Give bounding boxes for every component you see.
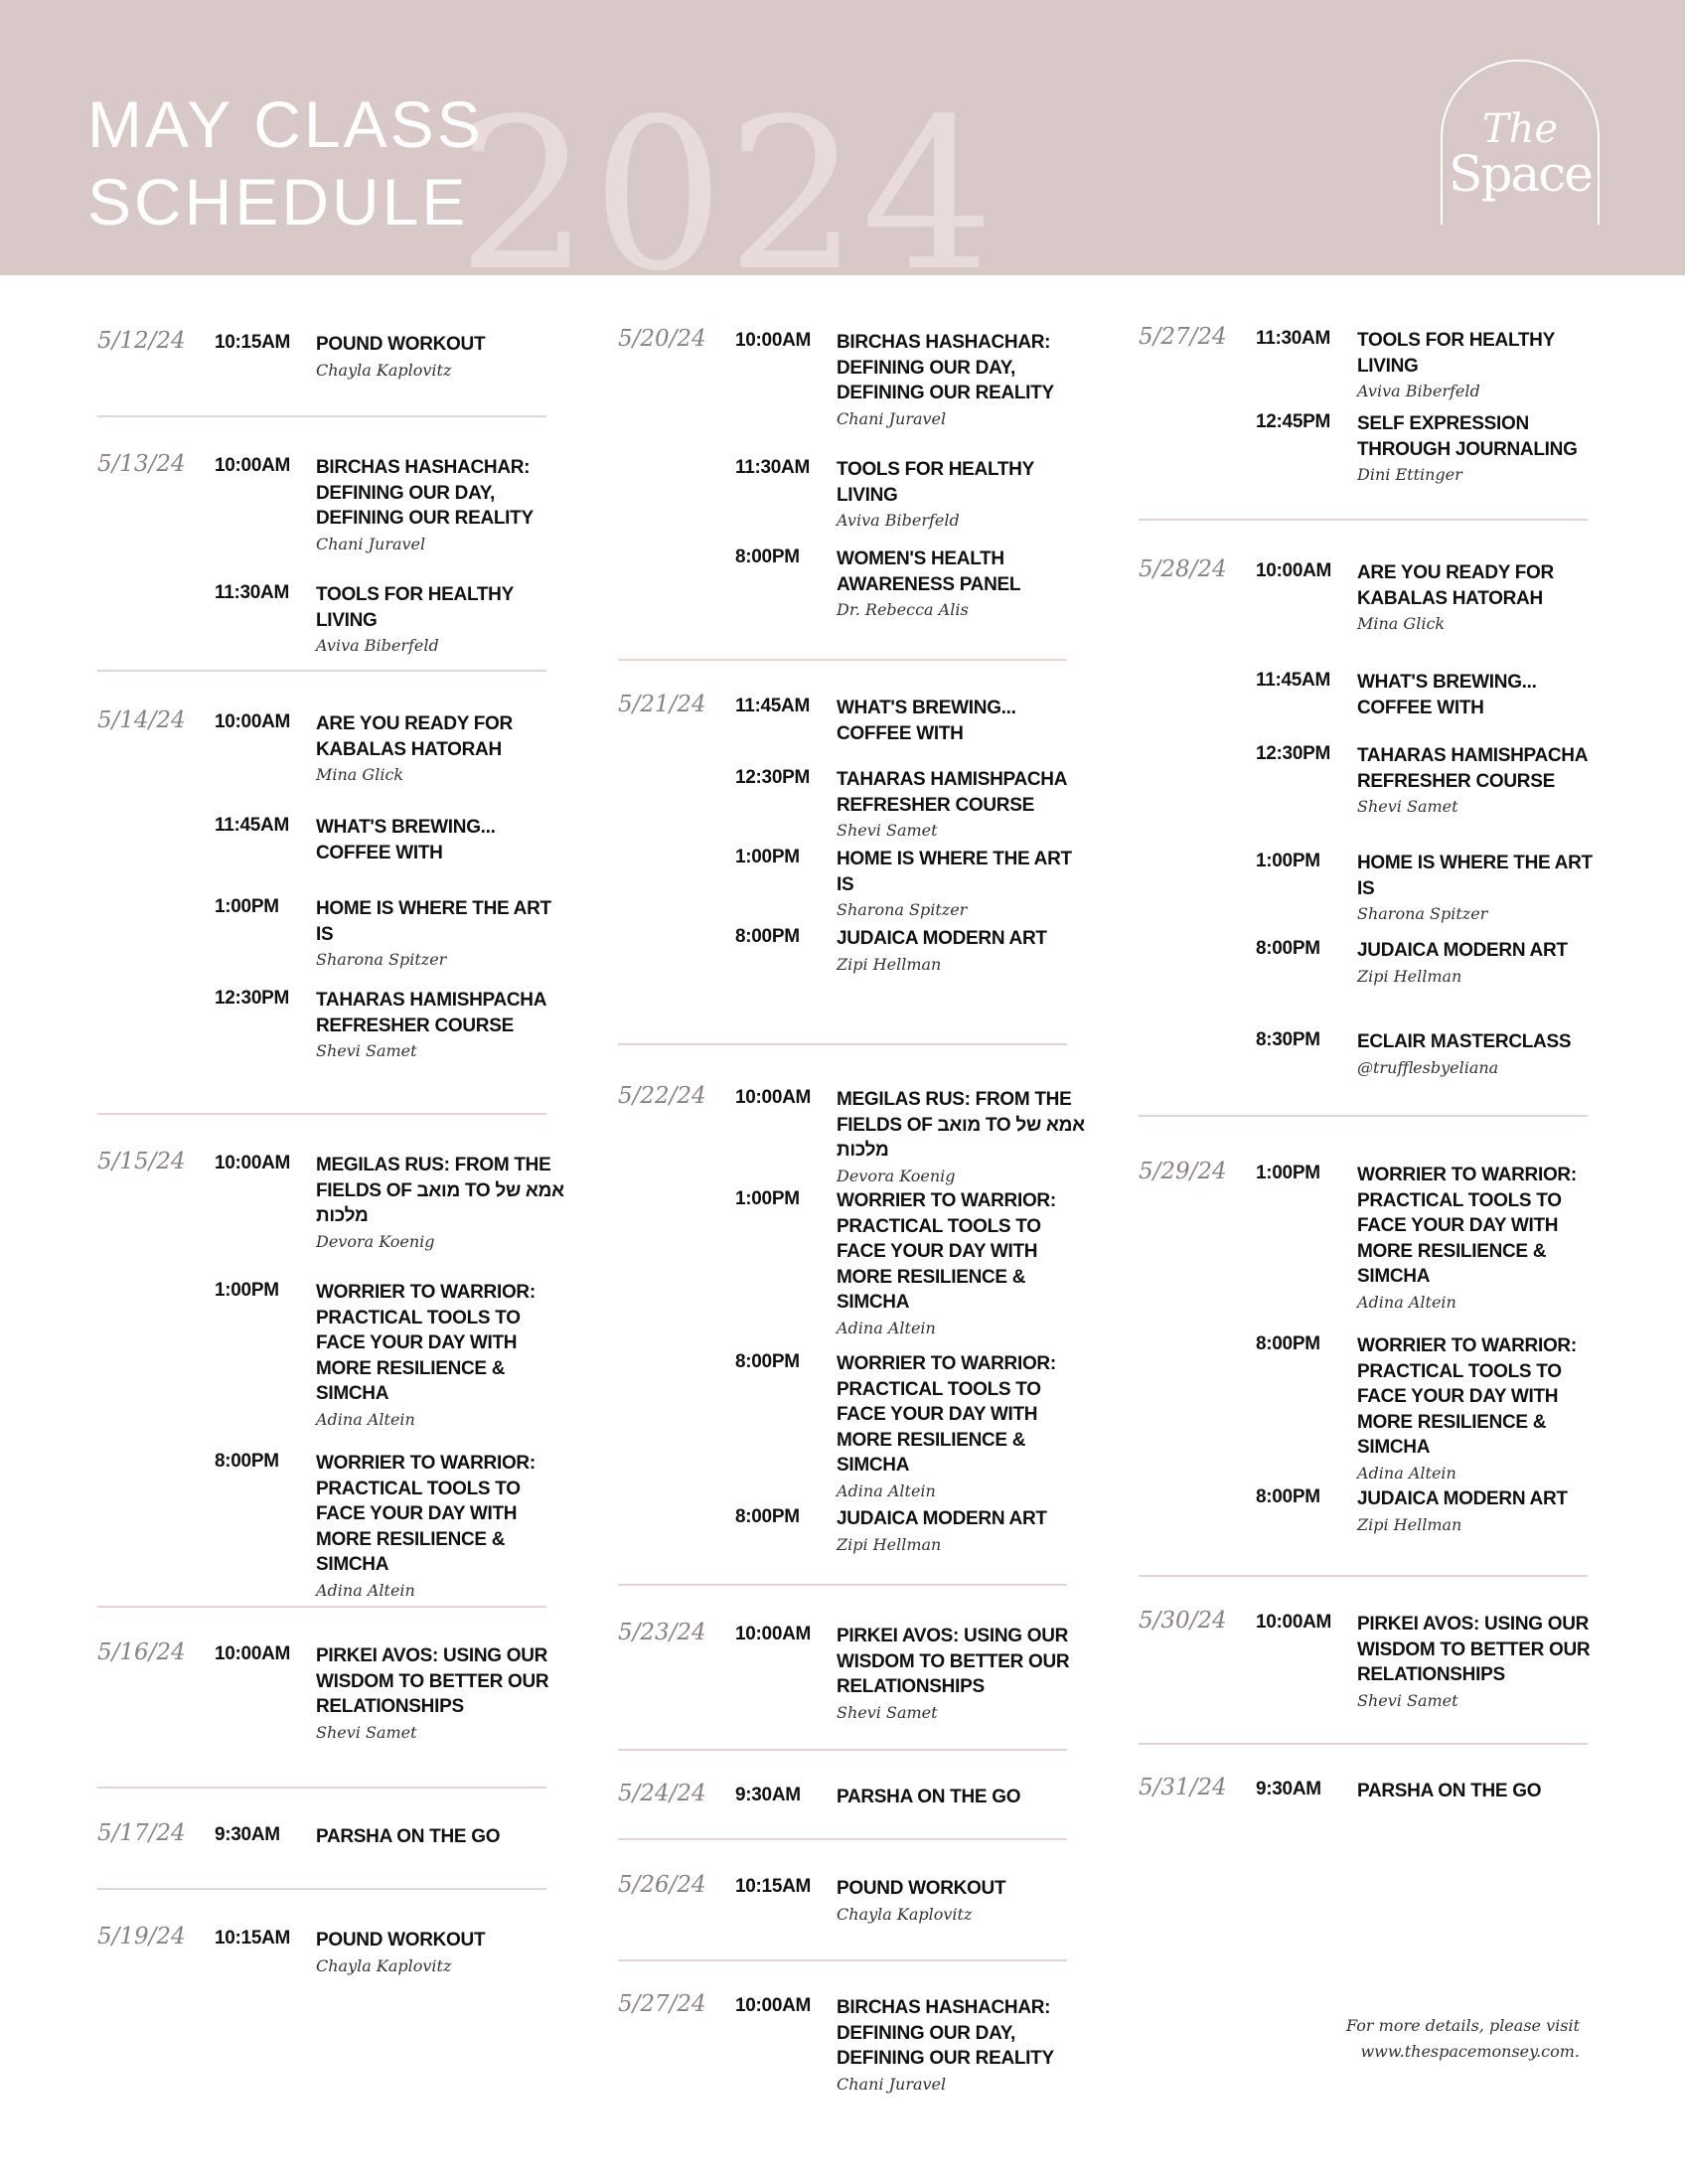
day-date: 5/27/24	[618, 1991, 706, 2017]
class-instructor: Zipi Hellman	[1357, 1514, 1462, 1534]
class-time: 1:00PM	[1256, 1163, 1320, 1183]
class-title-block	[837, 1624, 1090, 1724]
class-time: 8:00PM	[735, 926, 800, 947]
class-title-block	[316, 455, 569, 555]
class-title-block	[316, 1824, 569, 1850]
class-time: 1:00PM	[215, 896, 279, 917]
class-time: 10:00AM	[215, 1643, 291, 1664]
class-title: JUDAICA MODERN ART	[837, 928, 1047, 949]
class-title: HOME IS WHERE THE ART IS	[316, 898, 551, 945]
page-title	[87, 85, 484, 240]
class-instructor: Shevi Samet	[1357, 797, 1458, 816]
class-instructor: Mina Glick	[316, 765, 404, 784]
class-time: 10:15AM	[735, 1876, 812, 1897]
class-title-block	[316, 988, 569, 1062]
class-title: TOOLS FOR HEALTHY LIVING	[837, 459, 1034, 506]
day-divider	[618, 659, 1067, 661]
class-instructor: Dini Ettinger	[1357, 465, 1462, 484]
day-date: 5/31/24	[1139, 1775, 1227, 1800]
class-title: TOOLS FOR HEALTHY LIVING	[1357, 330, 1555, 377]
class-instructor: Aviva Biberfeld	[316, 636, 439, 655]
day-date: 5/20/24	[618, 326, 706, 352]
class-instructor: @trufflesbyeliana	[1357, 1057, 1499, 1077]
class-title: JUDAICA MODERN ART	[837, 1508, 1047, 1529]
class-title: TOOLS FOR HEALTHY LIVING	[316, 584, 514, 631]
class-title-block	[316, 1153, 569, 1253]
class-time: 8:00PM	[1256, 1486, 1320, 1507]
day-date: 5/14/24	[97, 707, 186, 733]
day-divider	[97, 1888, 546, 1890]
class-instructor: Mina Glick	[1357, 614, 1446, 633]
class-instructor: Aviva Biberfeld	[1357, 382, 1480, 400]
footer-line-2: www.thespacemonsey.com.	[1360, 2042, 1580, 2061]
class-instructor: Devora Koenig	[837, 1166, 956, 1185]
day-divider	[618, 1043, 1067, 1045]
class-time: 10:00AM	[215, 1153, 291, 1173]
day-date: 5/24/24	[618, 1781, 706, 1806]
class-title: POUND WORKOUT	[316, 334, 486, 355]
the-space-logo	[1441, 60, 1602, 229]
class-title: PARSHA ON THE GO	[316, 1826, 501, 1847]
day-date: 5/22/24	[618, 1083, 706, 1109]
class-instructor: Aviva Biberfeld	[837, 511, 960, 530]
class-title-block	[316, 1928, 569, 1977]
class-title: BIRCHAS HASHACHAR: DEFINING OUR DAY, DEFINING OUR REALITY	[837, 332, 1054, 403]
class-title-block	[837, 330, 1090, 430]
class-title: BIRCHAS HASHACHAR: DEFINING OUR DAY, DEFINING OUR REALITY	[837, 1997, 1054, 2069]
class-title-block	[316, 582, 569, 657]
class-instructor: Shevi Samet	[837, 821, 938, 840]
class-title-block	[837, 926, 1090, 976]
class-instructor: Shevi Samet	[316, 1041, 417, 1060]
class-title-block	[316, 1643, 569, 1744]
class-title: TAHARAS HAMISHPACHA REFRESHER COURSE	[837, 769, 1067, 816]
class-title: TAHARAS HAMISHPACHA REFRESHER COURSE	[1357, 745, 1588, 792]
class-instructor: Adina Altein	[1357, 1463, 1456, 1482]
day-divider	[618, 1749, 1067, 1751]
class-instructor: Sharona Spitzer	[837, 900, 968, 919]
class-time: 8:00PM	[1256, 1333, 1320, 1354]
class-time: 10:00AM	[735, 1087, 812, 1108]
class-title-block	[837, 847, 1090, 921]
class-title-block	[1357, 1333, 1610, 1484]
day-date: 5/21/24	[618, 692, 706, 717]
class-title-block	[837, 1876, 1090, 1926]
footer-note	[1297, 2013, 1580, 2065]
class-title: JUDAICA MODERN ART	[1357, 1488, 1568, 1509]
class-time: 1:00PM	[735, 1188, 800, 1209]
class-title-block	[837, 546, 1090, 621]
day-date: 5/13/24	[97, 451, 186, 477]
class-title-block	[1357, 851, 1610, 925]
class-title-block	[837, 696, 1090, 746]
class-title: WORRIER TO WARRIOR: PRACTICAL TOOLS TO FACE YOUR DAY WITH MORE RESILIENCE & SIMCHA	[316, 1453, 536, 1575]
class-title-block	[837, 1506, 1090, 1556]
class-title-block	[316, 1451, 569, 1602]
class-title: PIRKEI AVOS: USING OUR WISDOM TO BETTER OUR RELATIONSHIPS	[1357, 1614, 1591, 1685]
class-instructor: Adina Altein	[837, 1318, 936, 1337]
class-instructor: Devora Koenig	[316, 1231, 435, 1251]
class-title-block	[316, 896, 569, 971]
class-title-block	[1357, 1779, 1610, 1804]
class-title: ARE YOU READY FOR KABALAS HATORAH	[1357, 562, 1554, 609]
class-instructor: Chani Juravel	[316, 534, 426, 553]
class-title-block	[316, 332, 569, 382]
day-date: 5/15/24	[97, 1149, 186, 1174]
class-time: 8:30PM	[1256, 1029, 1320, 1050]
class-title: MEGILAS RUS: FROM THE FIELDS OF מואב TO אמא של מלכות	[316, 1155, 564, 1226]
year-watermark: 2024	[457, 74, 996, 275]
class-instructor: Dr. Rebecca Alis	[837, 600, 969, 619]
class-time: 10:15AM	[215, 1928, 291, 1949]
class-instructor: Adina Altein	[837, 1481, 936, 1500]
logo-space-text: Space	[1449, 145, 1592, 203]
class-instructor: Zipi Hellman	[837, 1534, 942, 1554]
class-title-block	[837, 767, 1090, 842]
class-title: TAHARAS HAMISHPACHA REFRESHER COURSE	[316, 990, 546, 1036]
day-date: 5/16/24	[97, 1639, 186, 1665]
day-date: 5/29/24	[1139, 1159, 1227, 1184]
day-divider	[1139, 1743, 1588, 1745]
day-divider	[97, 1787, 546, 1789]
class-time: 9:30AM	[735, 1785, 801, 1805]
class-title: POUND WORKOUT	[316, 1930, 486, 1950]
class-title: WOMEN'S HEALTH AWARENESS PANEL	[837, 548, 1021, 595]
class-title: POUND WORKOUT	[837, 1878, 1006, 1899]
day-date: 5/23/24	[618, 1620, 706, 1645]
title-line-1: MAY CLASS	[87, 87, 484, 161]
class-instructor: Sharona Spitzer	[1357, 904, 1488, 923]
day-divider	[97, 670, 546, 672]
day-divider	[97, 1606, 546, 1608]
class-instructor: Adina Altein	[316, 1580, 415, 1600]
class-title: BIRCHAS HASHACHAR: DEFINING OUR DAY, DEFINING OUR REALITY	[316, 457, 534, 529]
class-time: 11:45AM	[215, 815, 289, 836]
class-title: WHAT'S BREWING... COFFEE WITH	[316, 817, 496, 863]
class-time: 10:00AM	[735, 330, 812, 351]
class-title: PARSHA ON THE GO	[1357, 1781, 1542, 1801]
class-time: 9:30AM	[215, 1824, 280, 1845]
class-instructor: Chani Juravel	[837, 408, 947, 428]
day-divider	[1139, 1575, 1588, 1577]
day-divider	[1139, 1115, 1588, 1117]
class-instructor: Shevi Samet	[1357, 1690, 1458, 1710]
class-title-block	[1357, 670, 1610, 720]
class-instructor: Chayla Kaplovitz	[837, 1904, 973, 1924]
logo-the-text: The	[1481, 106, 1559, 152]
class-title: WORRIER TO WARRIOR: PRACTICAL TOOLS TO FACE YOUR DAY WITH MORE RESILIENCE & SIMCHA	[316, 1282, 536, 1404]
class-title: SELF EXPRESSION THROUGH JOURNALING	[1357, 413, 1578, 460]
class-title-block	[316, 815, 569, 865]
class-time: 11:30AM	[215, 582, 289, 603]
class-title: ECLAIR MASTERCLASS	[1357, 1031, 1572, 1052]
class-title: WORRIER TO WARRIOR: PRACTICAL TOOLS TO FACE YOUR DAY WITH MORE RESILIENCE & SIMCHA	[837, 1353, 1056, 1476]
day-date: 5/30/24	[1139, 1608, 1227, 1634]
class-time: 8:00PM	[735, 1351, 800, 1372]
class-title-block	[837, 1785, 1090, 1810]
class-title-block	[1357, 938, 1610, 988]
class-title: HOME IS WHERE THE ART IS	[1357, 853, 1593, 899]
class-title-block	[316, 1280, 569, 1431]
class-title-block	[1357, 1612, 1610, 1712]
class-time: 1:00PM	[735, 847, 800, 867]
footer-line-1: For more details, please visit	[1346, 2016, 1580, 2035]
class-title: WORRIER TO WARRIOR: PRACTICAL TOOLS TO FACE YOUR DAY WITH MORE RESILIENCE & SIMCHA	[1357, 1335, 1577, 1458]
class-instructor: Chayla Kaplovitz	[316, 1955, 452, 1975]
class-title-block	[837, 1188, 1090, 1339]
class-title: PARSHA ON THE GO	[837, 1787, 1021, 1807]
class-instructor: Shevi Samet	[837, 1702, 938, 1722]
class-time: 10:00AM	[1256, 560, 1332, 581]
class-title-block	[1357, 328, 1610, 402]
day-divider	[618, 1838, 1067, 1840]
class-time: 10:00AM	[1256, 1612, 1332, 1633]
class-time: 11:45AM	[1256, 670, 1330, 691]
class-title-block	[837, 1087, 1090, 1187]
day-date: 5/26/24	[618, 1872, 706, 1898]
class-time: 11:30AM	[735, 457, 810, 478]
class-title: MEGILAS RUS: FROM THE FIELDS OF מואב TO אמא של מלכות	[837, 1089, 1085, 1161]
day-date: 5/19/24	[97, 1924, 186, 1950]
class-title-block	[1357, 1029, 1610, 1079]
class-title: JUDAICA MODERN ART	[1357, 940, 1568, 961]
class-instructor: Adina Altein	[316, 1409, 415, 1429]
class-time: 12:30PM	[735, 767, 810, 788]
class-time: 12:45PM	[1256, 411, 1330, 432]
day-divider	[618, 1584, 1067, 1586]
class-time: 12:30PM	[215, 988, 289, 1009]
class-time: 10:00AM	[735, 1995, 812, 2016]
class-title-block	[837, 1995, 1090, 2096]
class-title: WORRIER TO WARRIOR: PRACTICAL TOOLS TO FACE YOUR DAY WITH MORE RESILIENCE & SIMCHA	[837, 1190, 1056, 1313]
class-title-block	[1357, 1486, 1610, 1536]
class-instructor: Zipi Hellman	[837, 954, 942, 974]
class-time: 8:00PM	[735, 546, 800, 567]
class-time: 11:30AM	[1256, 328, 1330, 349]
class-title: WHAT'S BREWING... COFFEE WITH	[837, 698, 1016, 744]
class-title: WORRIER TO WARRIOR: PRACTICAL TOOLS TO FACE YOUR DAY WITH MORE RESILIENCE & SIMCHA	[1357, 1165, 1577, 1287]
class-time: 11:45AM	[735, 696, 810, 716]
class-time: 8:00PM	[1256, 938, 1320, 959]
class-instructor: Adina Altein	[1357, 1292, 1456, 1312]
day-divider	[97, 1113, 546, 1115]
class-time: 10:15AM	[215, 332, 291, 353]
day-divider	[1139, 519, 1588, 521]
class-instructor: Sharona Spitzer	[316, 950, 447, 969]
class-title-block	[1357, 411, 1610, 486]
class-time: 8:00PM	[735, 1506, 800, 1527]
day-date: 5/12/24	[97, 328, 186, 354]
class-time: 8:00PM	[215, 1451, 279, 1472]
header-banner	[0, 0, 1685, 275]
class-title: ARE YOU READY FOR KABALAS HATORAH	[316, 713, 513, 760]
class-title: WHAT'S BREWING... COFFEE WITH	[1357, 672, 1537, 718]
day-divider	[97, 415, 546, 417]
class-time: 12:30PM	[1256, 743, 1330, 764]
class-instructor: Zipi Hellman	[1357, 966, 1462, 986]
day-date: 5/27/24	[1139, 324, 1227, 350]
day-date: 5/17/24	[97, 1820, 186, 1846]
class-instructor: Shevi Samet	[316, 1722, 417, 1742]
class-title: HOME IS WHERE THE ART IS	[837, 849, 1072, 895]
class-title-block	[1357, 743, 1610, 818]
class-title-block	[837, 1351, 1090, 1502]
day-date: 5/28/24	[1139, 556, 1227, 582]
class-time: 10:00AM	[735, 1624, 812, 1644]
class-time: 10:00AM	[215, 711, 291, 732]
class-title: PIRKEI AVOS: USING OUR WISDOM TO BETTER OUR RELATIONSHIPS	[316, 1645, 549, 1717]
class-instructor: Chayla Kaplovitz	[316, 360, 452, 380]
day-divider	[618, 1959, 1067, 1961]
title-line-2: SCHEDULE	[87, 165, 469, 238]
class-instructor: Chani Juravel	[837, 2074, 947, 2094]
class-title-block	[1357, 560, 1610, 635]
class-title: PIRKEI AVOS: USING OUR WISDOM TO BETTER OUR RELATIONSHIPS	[837, 1626, 1070, 1697]
class-title-block	[837, 457, 1090, 532]
class-time: 1:00PM	[215, 1280, 279, 1301]
class-time: 9:30AM	[1256, 1779, 1321, 1799]
class-time: 1:00PM	[1256, 851, 1320, 871]
class-title-block	[1357, 1163, 1610, 1314]
class-time: 10:00AM	[215, 455, 291, 476]
class-title-block	[316, 711, 569, 786]
